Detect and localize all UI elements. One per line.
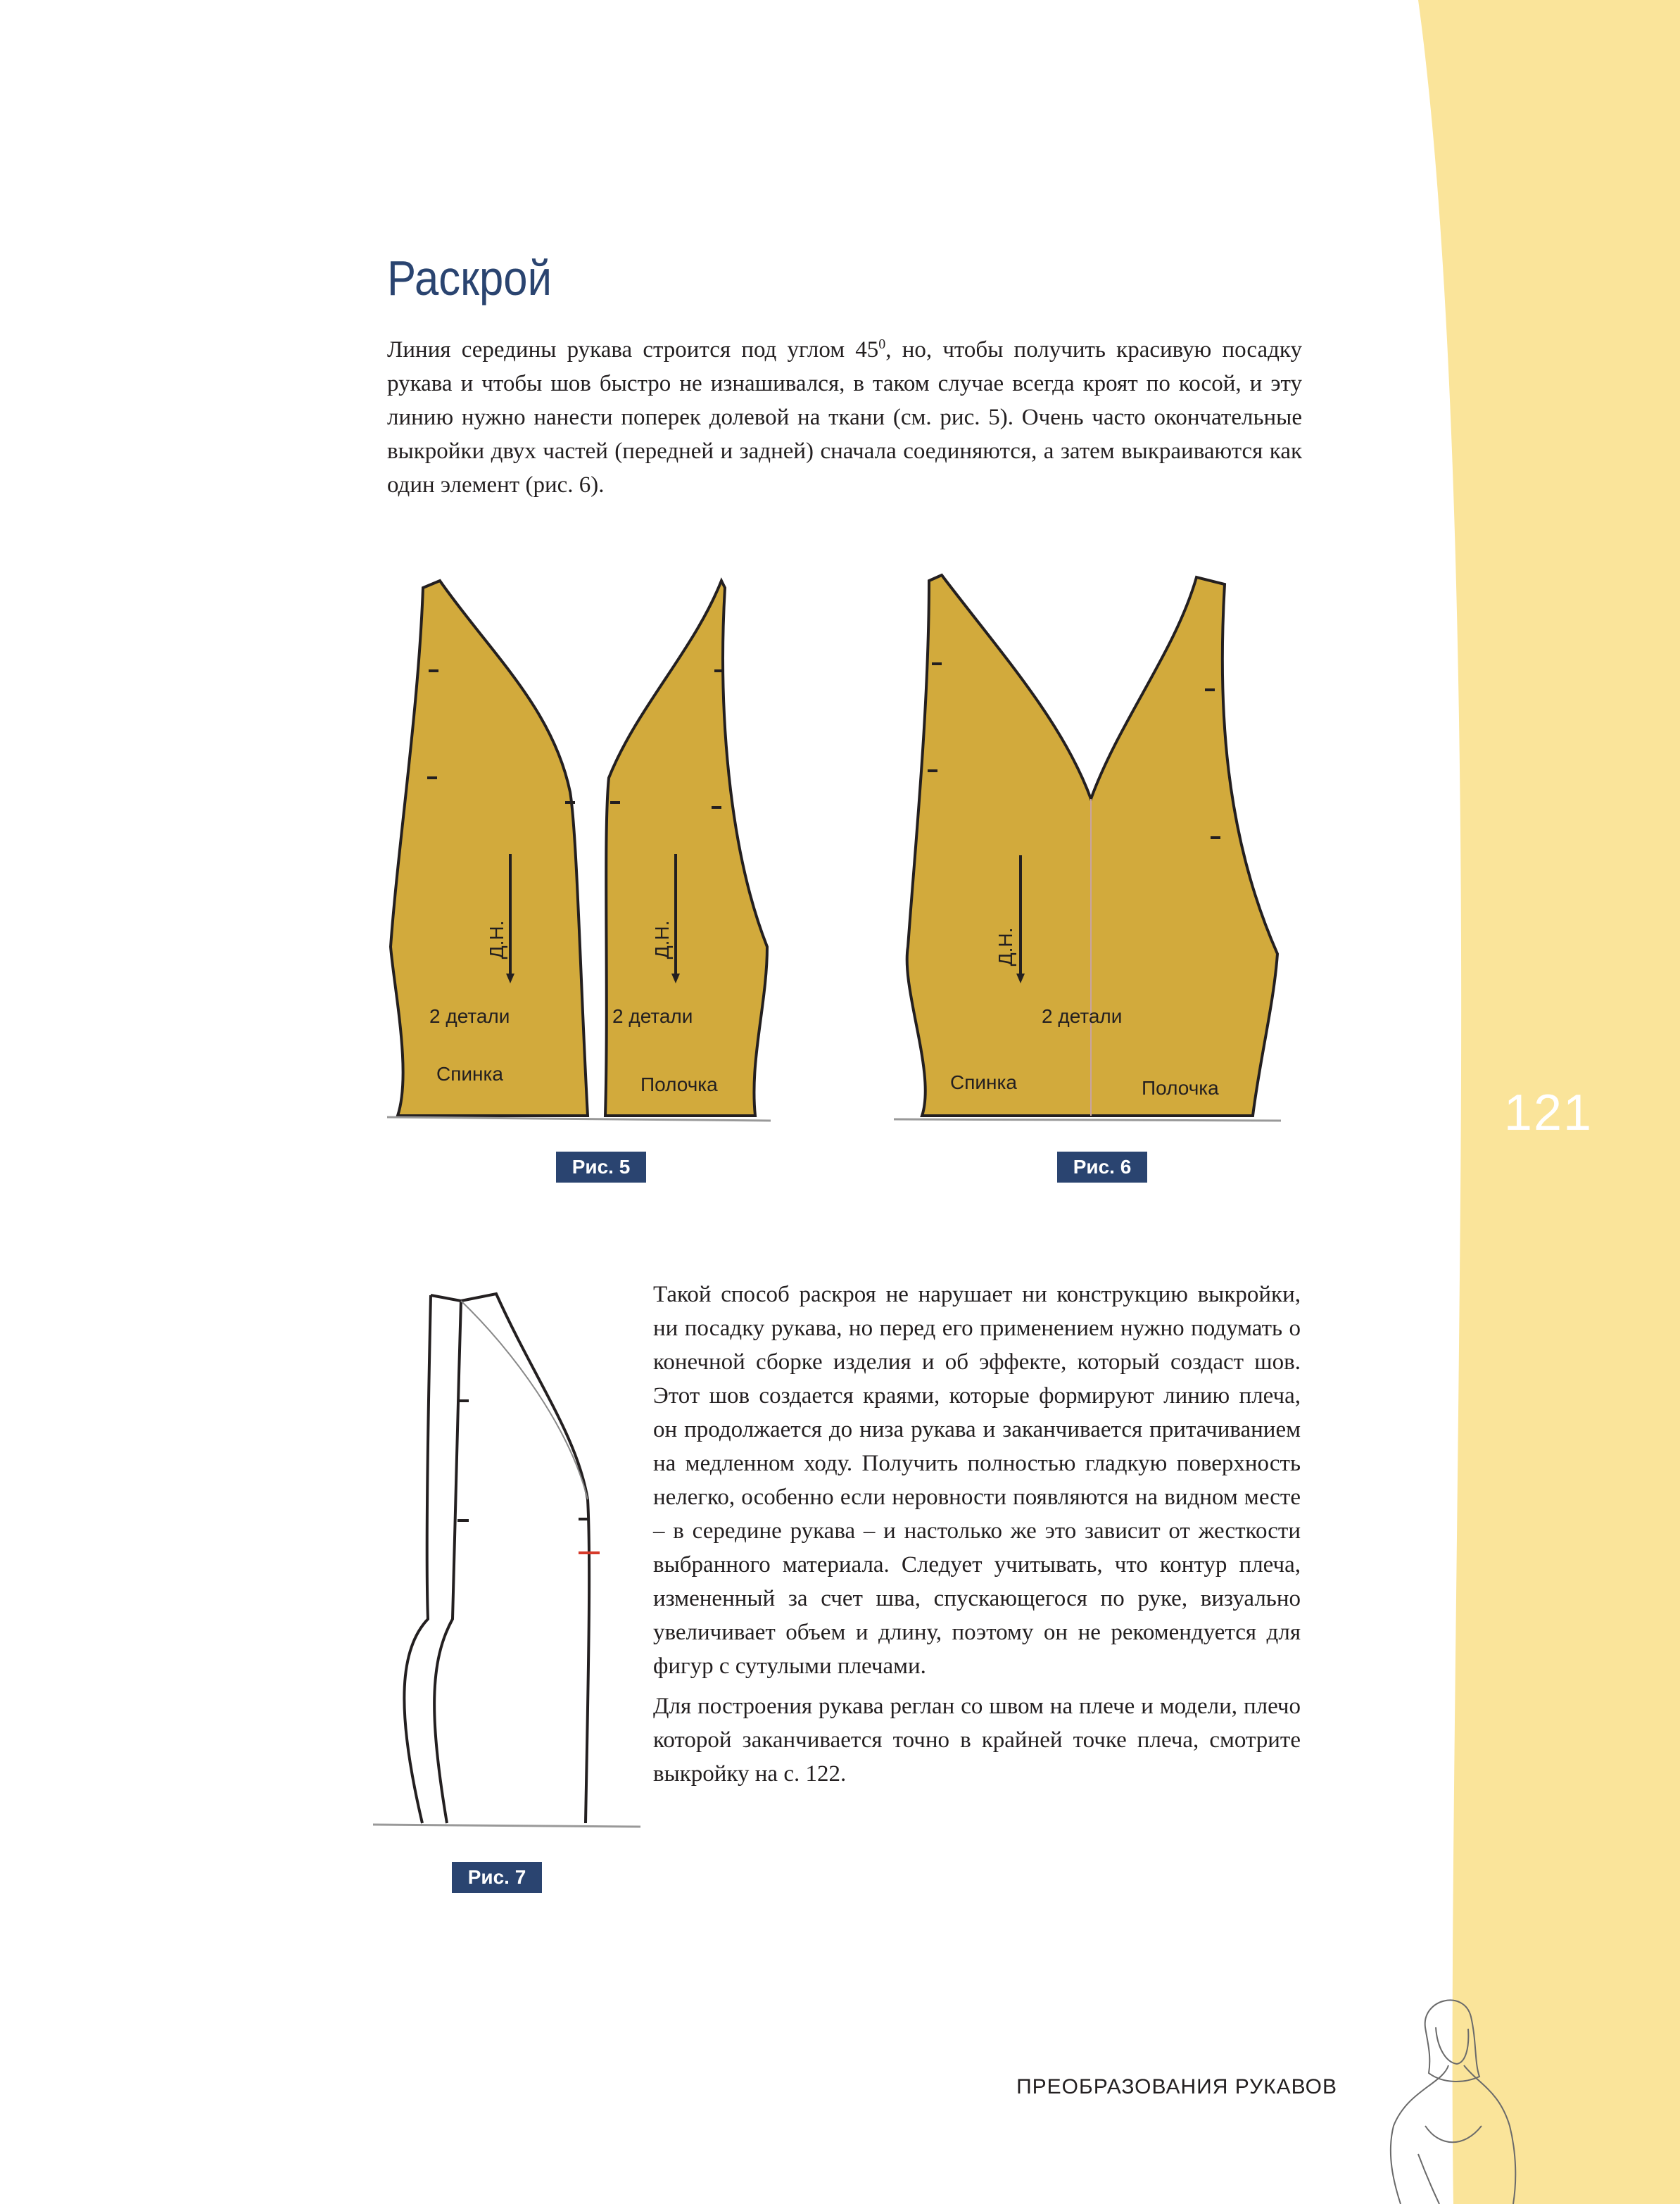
floor-line	[387, 1117, 771, 1121]
piece-count: 2 детали	[1042, 1005, 1123, 1027]
back-count: 2 детали	[429, 1005, 510, 1027]
front-count: 2 детали	[612, 1005, 693, 1027]
figure-6-caption: Рис. 6	[1057, 1152, 1147, 1183]
floor-line	[373, 1825, 640, 1827]
combined-piece	[907, 575, 1277, 1116]
floor-line	[894, 1119, 1281, 1121]
figure-5-caption: Рис. 5	[556, 1152, 646, 1183]
grain-label-left: Д.Н.	[486, 920, 507, 959]
intro-paragraph: Линия середины рукава строится под углом $45^0$, но, чтобы получить красивую посадку рукава и чтобы шов быстро не изнашивался, в таком случае всегда кроят по косой, и эту линию нужно нанести поперек долевой на ткани (см. рис. 5). Очень часто окончательные выкройки двух частей (передней и задней) сначала соединяются, а затем выкраиваются как один элемент (рис. 6).	[387, 336, 1302, 498]
figure-7-caption: Рис. 7	[452, 1862, 542, 1893]
back-piece	[391, 581, 588, 1116]
back-name: Спинка	[950, 1071, 1017, 1093]
figure-6-pattern	[894, 567, 1288, 1130]
front-name: Полочка	[640, 1073, 718, 1095]
grain-label: Д.Н.	[994, 927, 1016, 966]
grain-label-right: Д.Н.	[651, 920, 673, 959]
figure-7-pattern	[373, 1281, 640, 1844]
front-piece	[605, 581, 767, 1116]
section-title: ПРЕОБРАЗОВАНИЯ РУКАВОВ	[1016, 2075, 1337, 2098]
figure-5-pattern	[384, 567, 778, 1130]
method-paragraph: Такой способ раскроя не нарушает ни конструкцию выкройки, ни посадку рукава, но перед его применением нужно подумать о конечной сборке изделия и об эффекте, который создаст шов. Этот шов создается краями, которые формируют линию плеча, он продолжается до низа рукава и заканчивается притачиванием на медленном ходу. Получить полностью гладкую поверхность нелегко, особенно если неровности появляются на видном месте – в середине рукава – и настолько же это зависит от жесткости выбранного материала. Следует учитывать, что контур плеча, измененный за счет шва, спускающегося по руке, визуально увеличивает объем и длину, поэтому он не рекомендуется для фигур с сутулыми плечами.	[653, 1282, 1301, 1679]
woman-sketch-illustration	[1358, 1985, 1534, 2204]
page-heading: Раскрой	[387, 251, 552, 306]
page-number: 121	[1503, 1085, 1593, 1141]
front-name: Полочка	[1142, 1077, 1219, 1099]
raglan-paragraph: Для построения рукава реглан со швом на плече и модели, плечо которой заканчивается точно в крайней точке плеча, смотрите выкройку на с. 122.	[653, 1694, 1301, 1787]
back-name: Спинка	[436, 1063, 503, 1085]
